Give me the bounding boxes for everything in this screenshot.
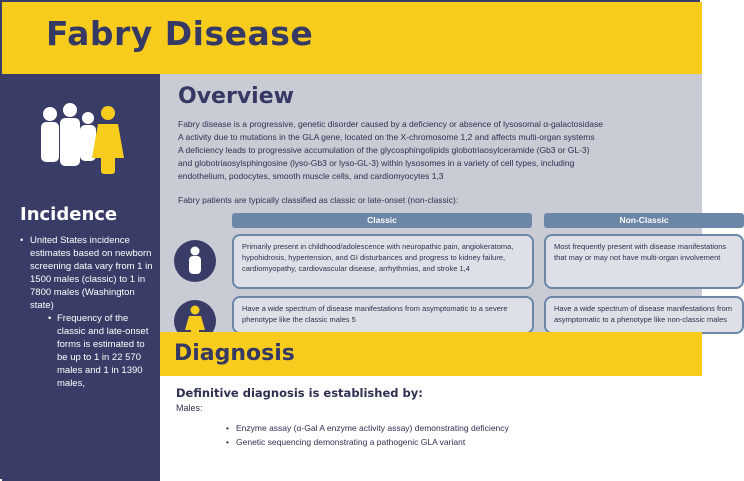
- incidence-list: [20, 234, 154, 390]
- overview-line: endothelium, podocytes, smooth muscle cells, and cardiomyocytes 1,3: [178, 171, 444, 181]
- diagnosis-list: [226, 421, 509, 449]
- nonclassic-female-cell: Have a wide spectrum of disease manifestations from asymptomatic to a phenotype like non-classic males: [544, 296, 744, 334]
- male-circle: [174, 240, 216, 282]
- overview-line: A activity due to mutations in the GLA gene, located on the X-chromosome 1,2 and affects multi-organ systems: [178, 132, 595, 142]
- header-band: [2, 2, 702, 74]
- male-icon: [174, 240, 216, 282]
- diagnosis-band: [160, 332, 702, 376]
- diagnosis-section: [160, 376, 702, 481]
- list-item: • United States incidence estimates based on newborn screening data vary from 1 in 1500 males (classic) to 1 in 7800 males (Washington state) • Frequency of the classic and late-onset forms is estimated to be up to 1 in 22 570 males and 1 in 1390 males,: [20, 234, 154, 390]
- incidence-title: Incidence: [20, 204, 118, 225]
- list-item: • Frequency of the classic and late-onset forms is estimated to be up to 1 in 22 570 males and 1 in 1390 males,: [48, 312, 154, 390]
- sidebar-incidence: [2, 74, 160, 481]
- list-item: • Enzyme assay (α-Gal A enzyme activity assay) demonstrating deficiency: [226, 421, 509, 435]
- family-icon: [36, 104, 136, 184]
- nonclassic-male-cell: Most frequently present with disease manifestations that may or may not have multi-organ involvement: [544, 234, 744, 289]
- incidence-sublist: [30, 312, 154, 390]
- overview-line: and globotriaosylsphingosine (lyso-Gb3 or lyso-GL-3) within lysosomes in a variety of cell types, including: [178, 158, 575, 168]
- classic-female-cell: Have a wide spectrum of disease manifestations from asymptomatic to a severe phenotype like the classic males 5: [232, 296, 534, 334]
- diagnosis-sub: Males:: [176, 403, 203, 413]
- classic-male-cell: Primarily present in childhood/adolescence with neuropathic pain, angiokeratoma, hypohidrosis, hypertension, and GI disturbances and progress to kidney failure, cardiomyopathy, cardiovascular disease, arrhythmias, and stroke 1,4: [232, 234, 534, 289]
- classic-header: Classic: [232, 213, 532, 228]
- overview-title: Overview: [178, 84, 294, 109]
- diagnosis-lead: Definitive diagnosis is established by:: [176, 386, 423, 400]
- page-title: Fabry Disease: [46, 14, 314, 53]
- overview-line: Fabry disease is a progressive, genetic disorder caused by a deficiency or absence of lysosomal α-galactosidase: [178, 119, 603, 129]
- overview-line: A deficiency leads to progressive accumulation of the glycosphingolipids globotriaosylceramide (Gb3 or GL-3): [178, 145, 590, 155]
- classification-lead: Fabry patients are typically classified as classic or late-onset (non-classic):: [178, 195, 459, 205]
- overview-section: [160, 74, 732, 332]
- nonclassic-header: Non-Classic: [544, 213, 744, 228]
- list-item: • Genetic sequencing demonstrating a pathogenic GLA variant: [226, 435, 509, 449]
- overview-text: [178, 118, 718, 183]
- diagnosis-title: Diagnosis: [174, 341, 295, 366]
